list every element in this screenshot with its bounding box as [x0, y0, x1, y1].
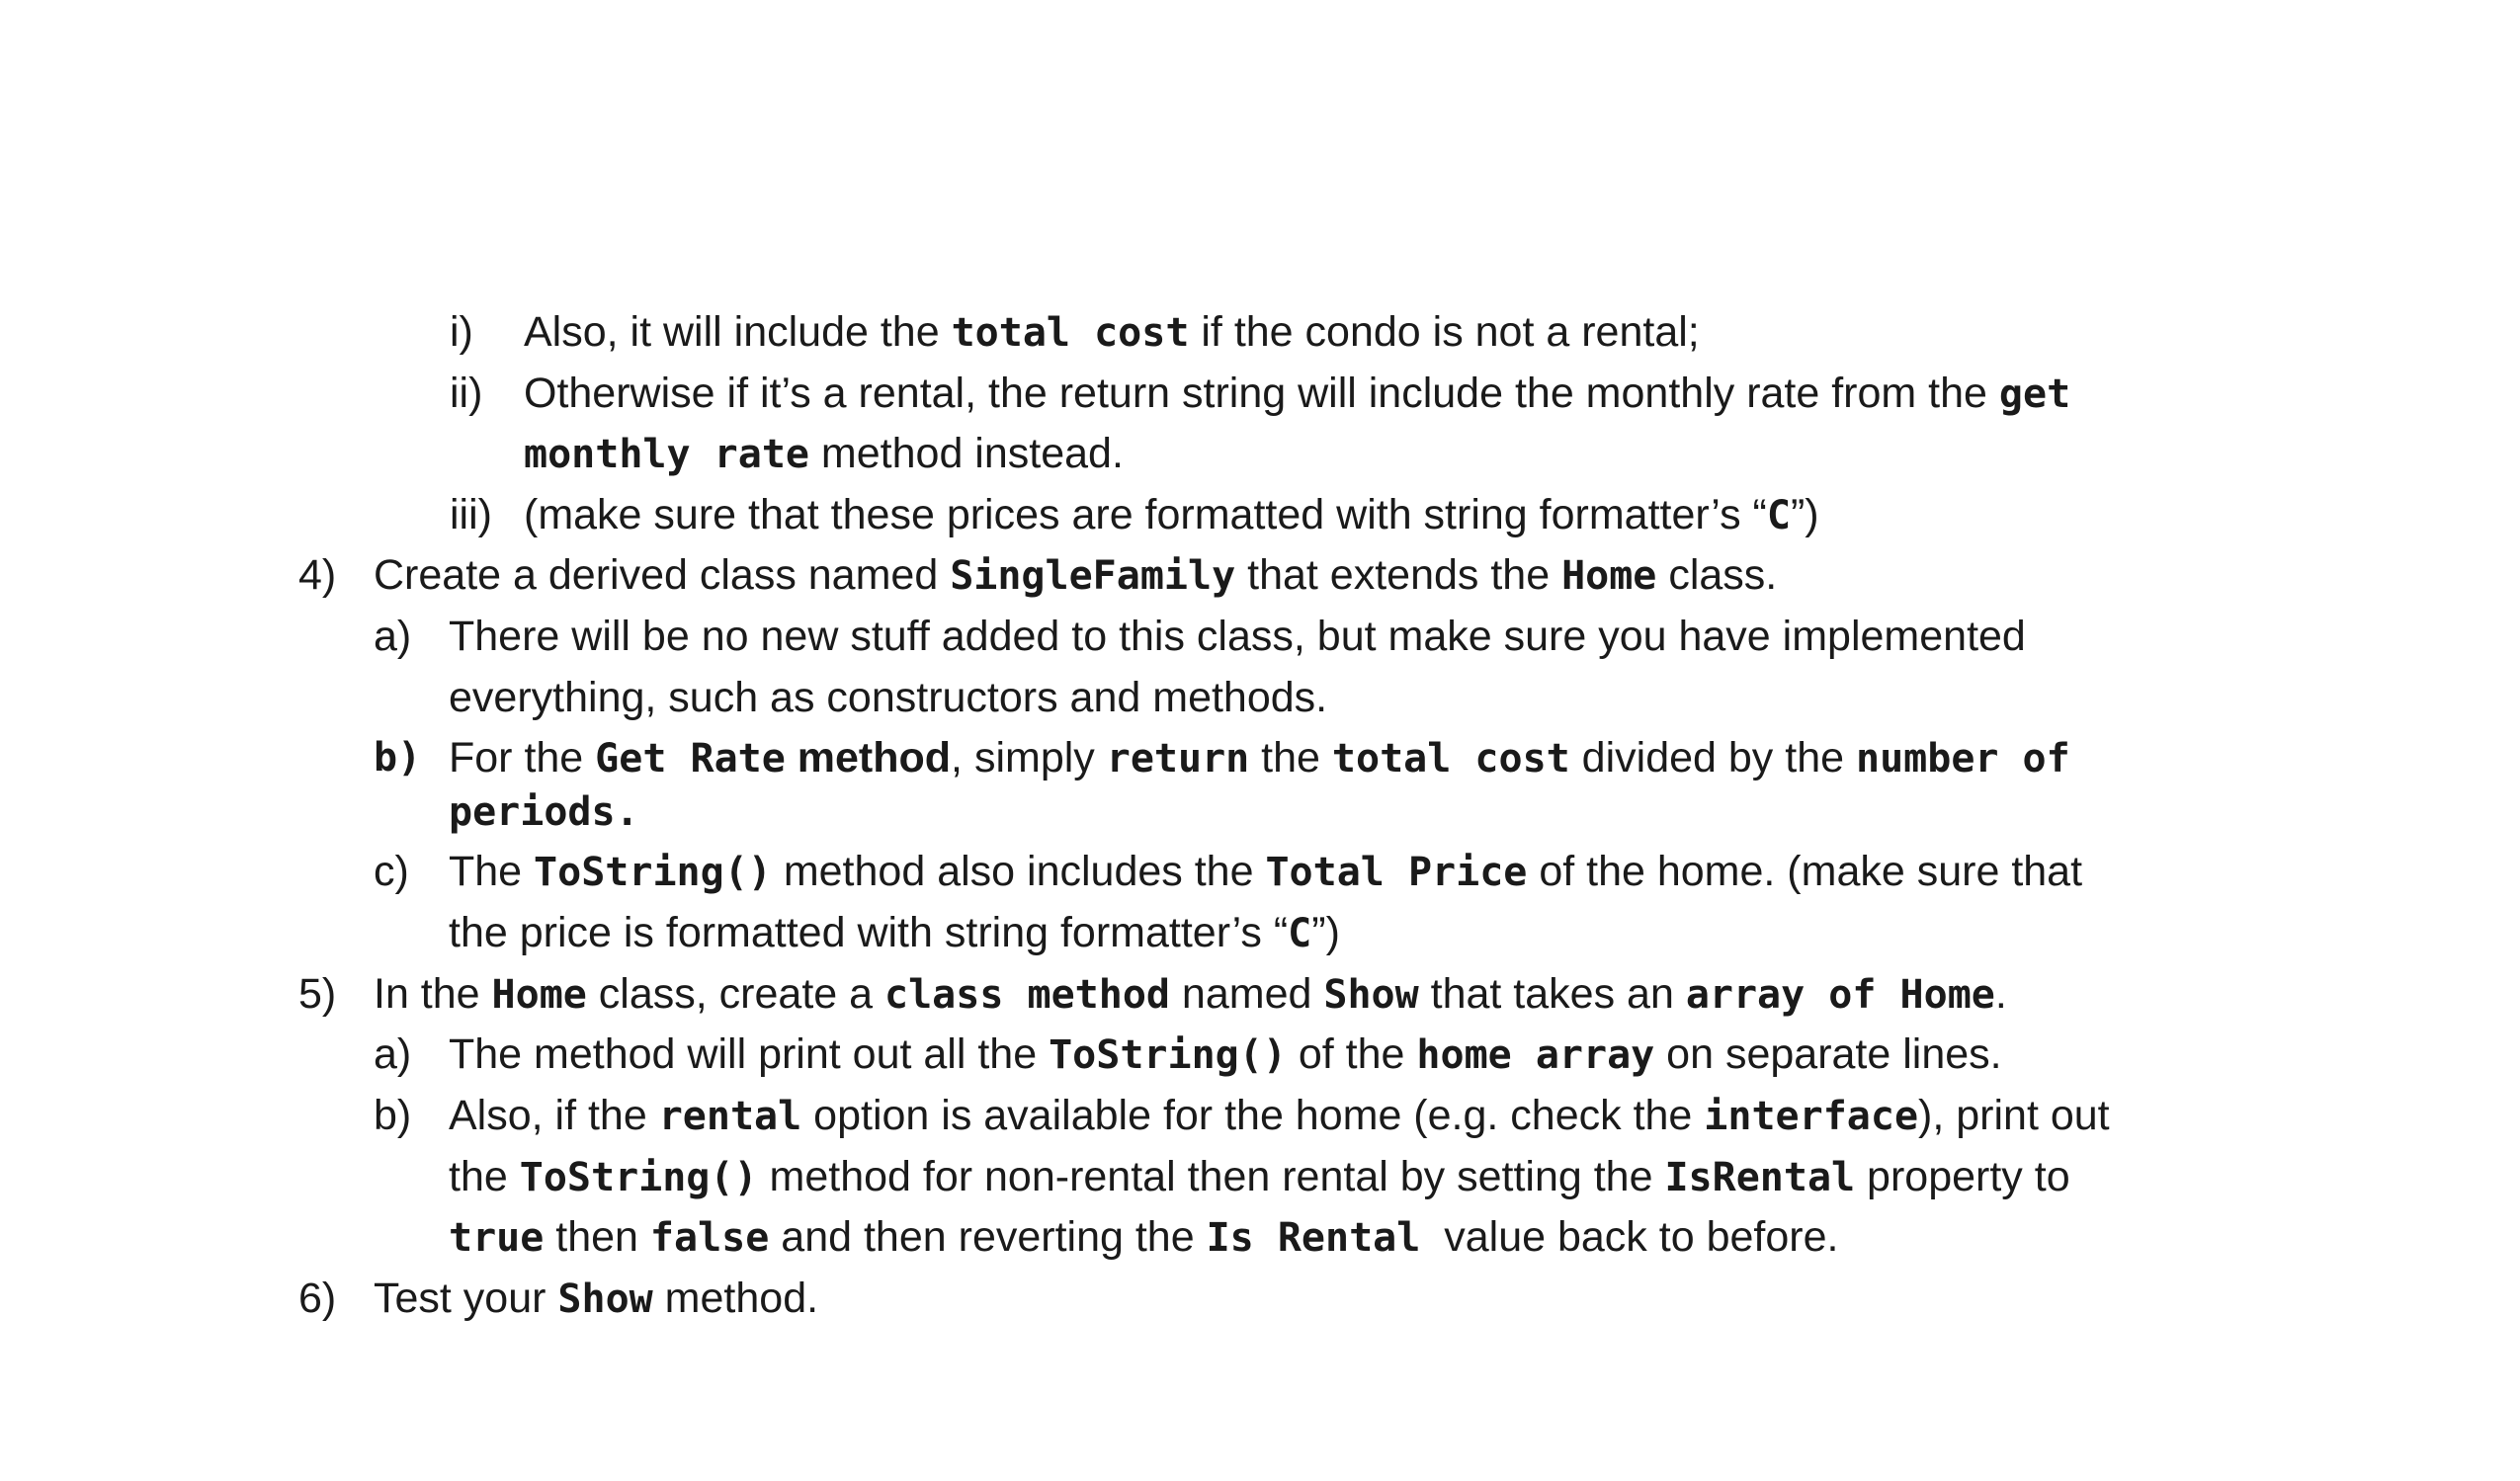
text-run: and then reverting the [769, 1213, 1207, 1261]
code-term: return [1106, 736, 1250, 782]
code-term: IsRental [1664, 1155, 1856, 1200]
code-term: total cost [1331, 736, 1570, 782]
text-run: if the condo is not a rental; [1189, 308, 1700, 356]
list-marker: b) [374, 735, 422, 781]
text-run: ”) [1311, 909, 1340, 956]
text-run: that extends the [1235, 551, 1562, 599]
text-run: method instead. [808, 430, 1124, 477]
code-term: array of Home [1685, 972, 1995, 1018]
text-run: Create a derived class named [374, 551, 951, 599]
code-term: number of [1855, 736, 2070, 782]
text-run: , simply [951, 734, 1107, 782]
code-term: ToString() [534, 850, 772, 895]
list-marker: a) [374, 1030, 412, 1078]
list-marker: a) [374, 613, 412, 660]
code-term: true [449, 1215, 545, 1261]
text-run: . [1994, 970, 2007, 1018]
code-term: total cost [951, 310, 1190, 356]
text-run: property to [1855, 1153, 2070, 1200]
list-item-text [449, 727, 2070, 789]
list-item-text [449, 1085, 2110, 1147]
text-run: For the [449, 734, 596, 782]
list-marker: b) [374, 1092, 412, 1139]
code-term: Show [1323, 972, 1419, 1018]
code-term: Home [1561, 553, 1657, 599]
list-item-text [374, 1268, 818, 1330]
text-run: Test your [374, 1275, 558, 1322]
text-run: option is available for the home (e.g. check the [801, 1092, 1705, 1139]
list-item-text [449, 841, 2082, 903]
code-term: home array [1416, 1032, 1655, 1078]
list-item-text [524, 484, 1819, 546]
list-item-text [449, 781, 639, 843]
code-term: Get Rate [595, 736, 786, 782]
code-term: ToString() [519, 1155, 758, 1200]
code-term: C [1766, 493, 1791, 538]
list-item-text [449, 1024, 2002, 1086]
text-run: The [449, 848, 535, 895]
code-term: Is Rental [1206, 1215, 1421, 1261]
text-run: class, create a [586, 970, 884, 1018]
text-run: method for non-rental then rental by setting the [757, 1153, 1665, 1200]
text-run: (make sure that these prices are formatted with string formatter’s “ [524, 491, 1767, 538]
text-run: everything, such as constructors and methods. [449, 674, 1328, 721]
text-run: divided by the [1569, 734, 1856, 782]
list-marker: 4) [298, 551, 337, 599]
list-marker: ii) [450, 370, 483, 417]
code-term: C [1288, 911, 1312, 956]
list-item-text [449, 1146, 2070, 1208]
list-item-text [374, 544, 1777, 607]
list-marker: i) [450, 308, 473, 356]
text-run: The method will print out all the [449, 1030, 1050, 1078]
text-run: the [449, 1153, 520, 1200]
bold-text: method [785, 734, 952, 782]
code-term: monthly rate [524, 432, 809, 477]
text-run: class. [1656, 551, 1778, 599]
list-item-text [449, 606, 2026, 667]
text-run: the [1249, 734, 1332, 782]
list-item-text [524, 301, 1700, 364]
text-run: Also, if the [449, 1092, 659, 1139]
code-term: Show [557, 1276, 653, 1322]
code-term: Home [491, 972, 587, 1018]
text-run: ), print out [1918, 1092, 2110, 1139]
list-item-text [449, 1206, 1838, 1269]
text-run: method also includes the [771, 848, 1266, 895]
list-marker: 6) [298, 1275, 337, 1322]
list-marker: iii) [450, 491, 492, 538]
text-run: In the [374, 970, 492, 1018]
list-item-text [524, 363, 2070, 425]
code-term: periods. [449, 789, 639, 835]
code-term: get [1998, 371, 2071, 417]
list-item-text [374, 963, 2007, 1026]
list-item-text [524, 423, 1124, 485]
text-run: then [544, 1213, 650, 1261]
text-run: the price is formatted with string formatter’s “ [449, 909, 1289, 956]
list-marker: 5) [298, 970, 337, 1018]
text-run: that takes an [1418, 970, 1686, 1018]
code-term: rental [658, 1094, 802, 1139]
code-term: ToString() [1049, 1032, 1287, 1078]
text-run: of the home. (make sure that [1527, 848, 2083, 895]
list-item-text [449, 667, 1327, 728]
code-term: SingleFamily [950, 553, 1236, 599]
text-run: named [1169, 970, 1324, 1018]
text-run: of the [1286, 1030, 1417, 1078]
code-term: class method [884, 972, 1170, 1018]
text-run: There will be no new stuff added to this class, but make sure you have implemented [449, 613, 2026, 660]
text-run: value back to before. [1420, 1213, 1839, 1261]
text-run: Otherwise if it’s a rental, the return string will include the monthly rate from the [524, 370, 1999, 417]
text-run: Also, it will include the [524, 308, 952, 356]
text-run: on separate lines. [1654, 1030, 2002, 1078]
code-term: Total Price [1265, 850, 1528, 895]
list-item-text [449, 902, 1340, 964]
code-term: interface [1704, 1094, 1919, 1139]
text-run: ”) [1790, 491, 1819, 538]
text-run: method. [652, 1275, 819, 1322]
list-marker: c) [374, 848, 409, 895]
code-term: false [649, 1215, 770, 1261]
